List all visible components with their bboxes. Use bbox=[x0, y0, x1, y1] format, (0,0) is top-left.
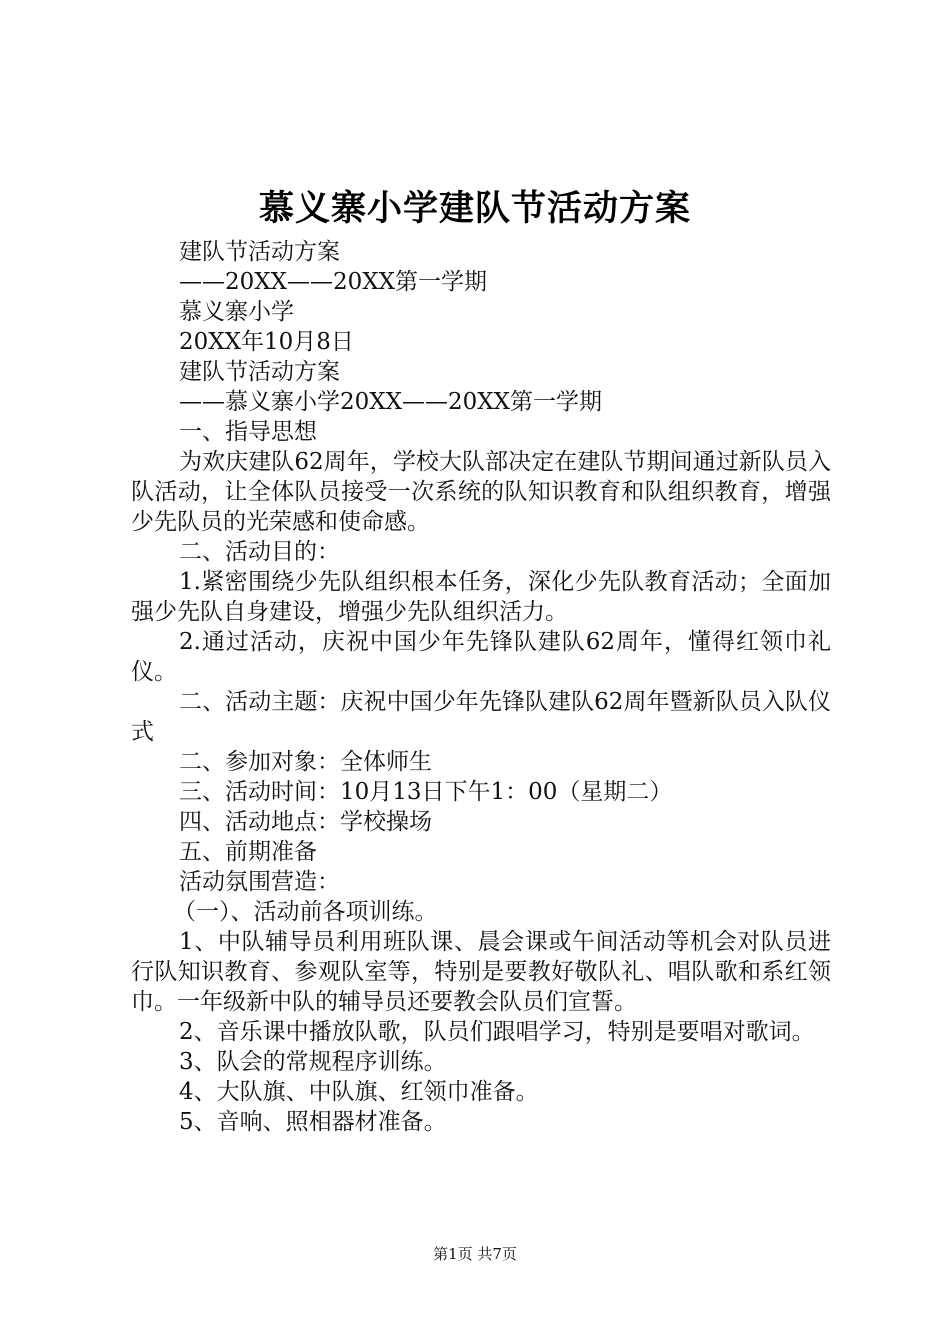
document-title: 慕义寨小学建队节活动方案 bbox=[258, 188, 691, 229]
paragraph-time: 三、活动时间：10月13日下午1：00（星期二） bbox=[179, 779, 673, 805]
page-number-footer: 第1页 共7页 bbox=[433, 1245, 517, 1263]
paragraph-purpose-2: 2.通过活动，庆祝中国少年先锋队建队62周年，懂得红领巾礼仪。 bbox=[131, 629, 831, 685]
paragraph-theme: 二、活动主题：庆祝中国少年先锋队建队62周年暨新队员入队仪式 bbox=[131, 689, 831, 745]
paragraph-guiding-idea: 为欢庆建队62周年，学校大队部决定在建队节期间通过新队员入队活动，让全体队员接受一次系统的队知识教育和队组织教育，增强少先队员的光荣感和使命感。 bbox=[131, 449, 831, 535]
paragraph-term: ——20XX——20XX第一学期 bbox=[179, 269, 488, 295]
paragraph-subtitle-2: 建队节活动方案 bbox=[179, 359, 340, 385]
paragraph-training-3: 3、队会的常规程序训练。 bbox=[179, 1049, 447, 1075]
paragraph-location: 四、活动地点：学校操场 bbox=[179, 809, 432, 835]
paragraph-subtitle: 建队节活动方案 bbox=[179, 239, 340, 265]
document-body bbox=[131, 237, 831, 1137]
section-heading-guiding-idea: 一、指导思想 bbox=[179, 419, 317, 445]
paragraph-training-1: 1、中队辅导员利用班队课、晨会课或午间活动等机会对队员进行队知识教育、参观队室等，特别是要教好敬队礼、唱队歌和系红领巾。一年级新中队的辅导员还要教会队员们宣誓。 bbox=[131, 929, 831, 1015]
paragraph-atmosphere: 活动氛围营造： bbox=[179, 869, 340, 895]
paragraph-training-2: 2、音乐课中播放队歌，队员们跟唱学习，特别是要唱对歌词。 bbox=[179, 1019, 815, 1045]
paragraph-training-4: 4、大队旗、中队旗、红领巾准备。 bbox=[179, 1079, 539, 1105]
paragraph-training-heading: （一）、活动前各项训练。 bbox=[173, 899, 438, 925]
paragraph-participants: 二、参加对象：全体师生 bbox=[179, 749, 432, 775]
paragraph-school-term: ——慕义寨小学20XX——20XX第一学期 bbox=[179, 389, 603, 415]
paragraph-training-5: 5、音响、照相器材准备。 bbox=[179, 1109, 447, 1135]
section-heading-purpose: 二、活动目的： bbox=[179, 539, 340, 565]
paragraph-purpose-1: 1.紧密围绕少先队组织根本任务，深化少先队教育活动；全面加强少先队自身建设，增强少先队组织活力。 bbox=[131, 569, 831, 625]
paragraph-school: 慕义寨小学 bbox=[179, 299, 294, 325]
paragraph-date: 20XX年10月8日 bbox=[179, 329, 354, 355]
section-heading-preparation: 五、前期准备 bbox=[179, 839, 317, 865]
